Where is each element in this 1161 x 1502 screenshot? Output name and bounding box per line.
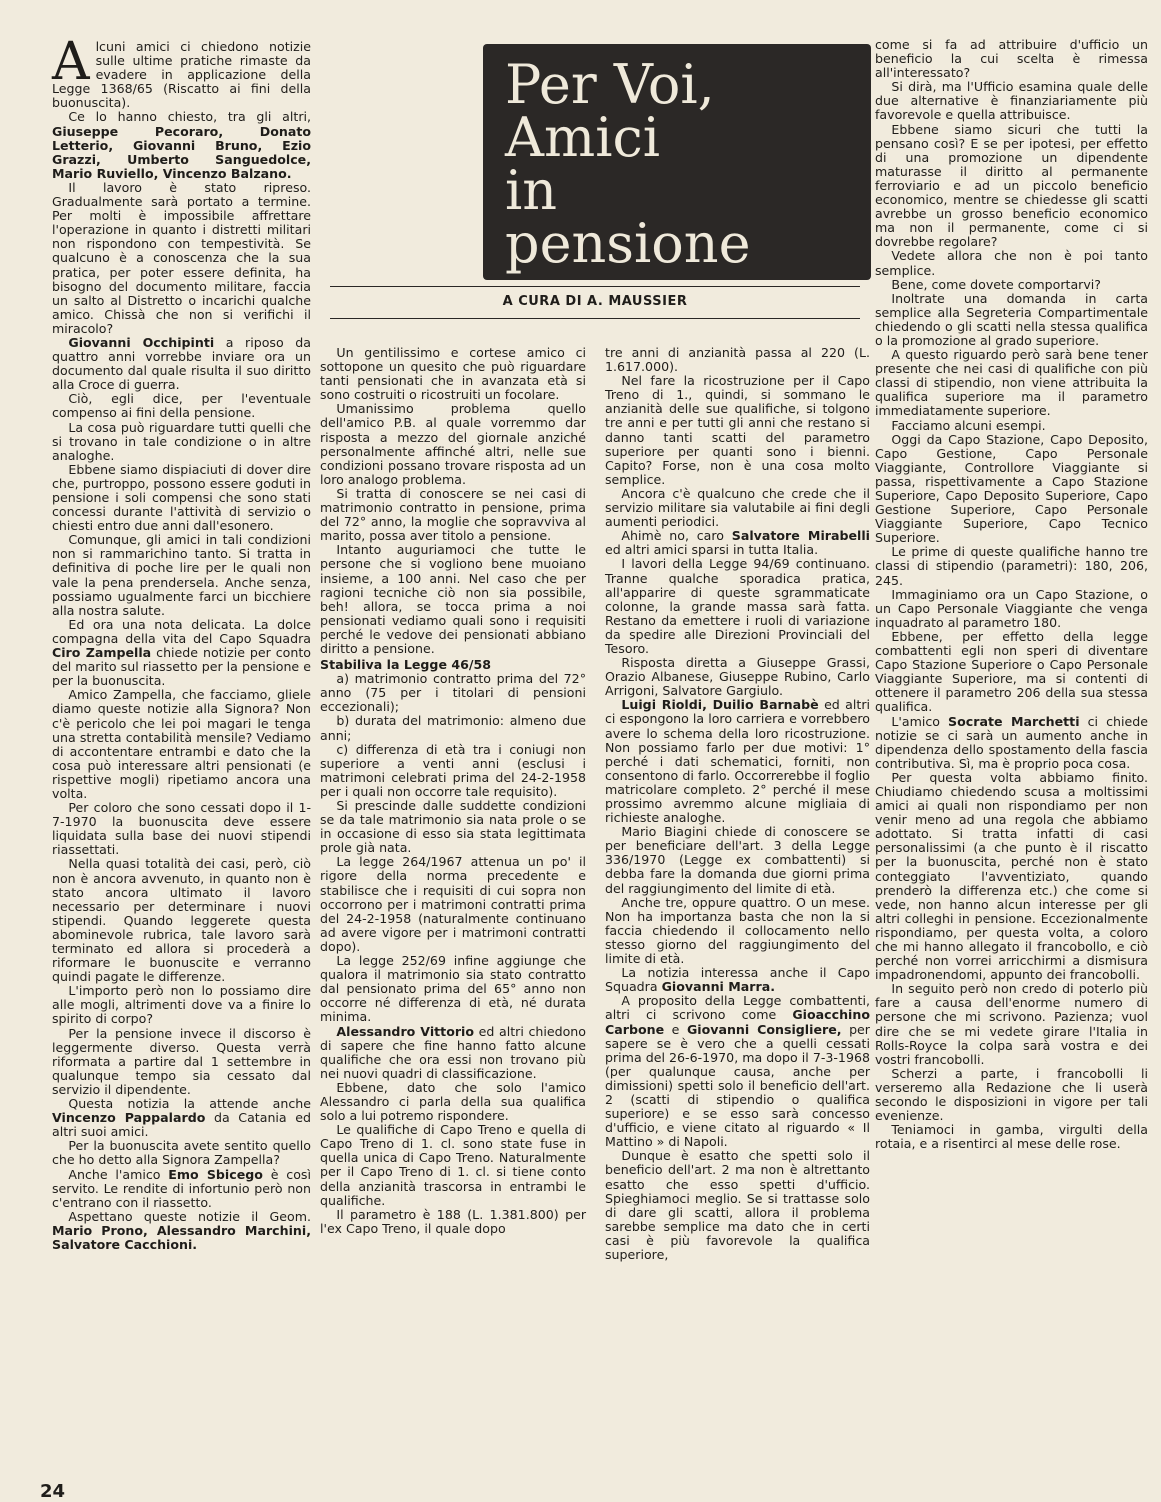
paragraph: Oggi da Capo Stazione, Capo Deposito, Capo Gestione, Capo Personale Viaggiante, Controllore Viaggiante si passa, rispettivamente a Capo Stazione Superiore, Capo Deposito Superiore, Capo Gestione Superiore, Capo Personale Viaggiante Superiore, Capo Tecnico Superiore.	[875, 431, 1148, 546]
paragraph: Vedete allora che non è poi tanto semplice.	[875, 248, 1148, 278]
person-name: Vincenzo Pappalardo	[52, 1110, 206, 1126]
paragraph: Per coloro che sono cessati dopo il 1-7-1970 la buonuscita deve essere liquidata sulla base dei nuovi stipendi riassettati.	[52, 800, 311, 858]
paragraph: a) matrimonio contratto prima del 72° anno (75 per i titolari di pensioni eccezionali);	[320, 671, 586, 715]
drop-cap: A	[52, 32, 90, 92]
paragraph: Mario Biagini chiede di conoscere se per beneficiare dell'art. 3 della Legge 336/1970 (Legge ex combattenti) si debba fare la domanda due giorni prima del raggiungimento del limite di età.	[605, 824, 870, 896]
paragraph: Per la pensione invece il discorso è leggermente diverso. Questa verrà riformata a partire dal 1 settembre in qualunque tempo sia cessato dal servizio il dipendente.	[52, 1025, 311, 1097]
paragraph: Immaginiamo ora un Capo Stazione, o un Capo Personale Viaggiante che venga inquadrato al parametro 180.	[875, 586, 1148, 630]
paragraph: I lavori della Legge 94/69 continuano. Tranne qualche sporadica pratica, all'apparire di queste sgrammaticate colonne, la grande massa sarà fatta. Restano da emettere i ruoli di variazione da spedire alle Direzioni Provinciali del Tesoro.	[605, 556, 870, 656]
person-name: Emo Sbicego	[168, 1166, 263, 1182]
paragraph: Ebbene siamo dispiaciuti di dover dire che, purtroppo, possono essere goduti in pensione i soli compensi che sono stati concessi durante l'attività di servizio o chiesti entro due anni dall'esonero.	[52, 461, 311, 534]
paragraph: come si fa ad attribuire d'ufficio un beneficio la cui scelta è rimessa all'interessato?	[875, 37, 1148, 81]
paragraph: Un gentilissimo e cortese amico ci sottopone un quesito che può riguardare tanti pensionati che in avanzata età si sono costruiti o ricostruiti un focolare.	[320, 345, 586, 403]
paragraph: Anche l'amico Emo Sbicego è così servito. Le rendite di infortunio però non c'entrano con il riassetto.	[52, 1166, 311, 1210]
paragraph: La legge 252/69 infine aggiunge che qualora il matrimonio sia stato contratto dal pensionato prima del 65° anno non occorre né differenza di età, né durata minima.	[320, 953, 586, 1025]
paragraph: Il parametro è 188 (L. 1.381.800) per l'ex Capo Treno, il quale dopo	[320, 1206, 586, 1236]
paragraph: Intanto auguriamoci che tutte le persone che si vogliono bene muoiano insieme, a 100 anni. Nel caso che per ragioni tecniche ciò non sia possibile, beh! allora, se tocca prima a noi pensionati vediamo quali sono i requisiti perché le vedove dei pensionati abbiano diritto a pensione.	[320, 542, 586, 656]
paragraph: Inoltrate una domanda in carta semplice alla Segreteria Compartimentale chiedendo o gli scatti nella stessa qualifica o la promozione al grado superiore.	[875, 290, 1148, 348]
paragraph: Le qualifiche di Capo Treno e quella di Capo Treno di 1. cl. sono state fuse in quella unica di Capo Treno. Naturalmente per il Capo Treno di 1. cl. si tiene conto della anzianità trascorsa in entrambi le qualifiche.	[320, 1122, 586, 1208]
paragraph: La cosa può riguardare tutti quelli che si trovano in tale condizione o in altre analoghe.	[52, 419, 311, 463]
bottom-rule	[330, 318, 860, 319]
paragraph: Ciò, egli dice, per l'eventuale compenso ai fini della pensione.	[52, 391, 311, 421]
page-number: 24	[40, 1481, 66, 1502]
paragraph: Luigi Rioldi, Duilio Barnabè ed altri ci espongono la loro carriera e vorrebbero avere lo schema della loro ricostruzione. Non possiamo farlo per due motivi: 1° perché i dati schematici, forniti, non consentono di farlo. Occorrerebbe il foglio matricolare completo. 2° perché il mese prossimo avremmo alcune migliaia di richieste analoghe.	[605, 697, 870, 826]
person-names: Mario Prono, Alessandro Marchini, Salvatore Cacchioni.	[52, 1222, 311, 1252]
paragraph: Bene, come dovete comportarvi?	[891, 276, 1101, 292]
paragraph: Amico Zampella, che facciamo, gliele diamo queste notizie alla Signora? Non c'è pericolo che lei poi magari le tenga una stretta contabilità mensile? Vediamo di accontentare entrambi e dato che la cosa può interessare altri pensionati (e rispettive mogli) ripetiamo ancora una volta.	[52, 687, 311, 801]
paragraph: Giovanni Occhipinti a riposo da quattro anni vorrebbe inviare ora un documento dal quale risulta il suo diritto alla Croce di guerra.	[52, 334, 311, 393]
page-title: Per Voi, Amici in pensione	[505, 53, 751, 275]
person-name: Alessandro Vittorio	[336, 1023, 475, 1039]
paragraph: L'importo però non lo possiamo dire alle mogli, altrimenti dove va a finire lo spirito di corpo?	[52, 983, 311, 1027]
paragraph: Ed ora una nota delicata. La dolce compagna della vita del Capo Squadra Ciro Zampella chiede notizie per conto del marito sul riassetto per la pensione e per la buonuscita.	[52, 616, 312, 689]
paragraph: Teniamoci in gamba, virgulti della rotaia, e a risentirci al mese delle rose.	[875, 1122, 1148, 1152]
paragraph: Si prescinde dalle suddette condizioni se da tale matrimonio sia nata prole o se in occasione di esso sia stata legittimata prole già nata.	[320, 798, 586, 856]
paragraph: Umanissimo problema quello dell'amico P.B. al quale vorremmo dar risposta a mezzo del giornale anziché personalmente affinché altri, nelle sue condizioni possano trovare risposta ad un loro analogo problema.	[320, 401, 586, 487]
paragraph: Ebbene, per effetto della legge combattenti egli non speri di diventare Capo Stazione Superiore o Capo Personale Viaggiante Superiore, ma si contenti di ottenere il parametro 206 della sua stessa qualifica.	[875, 628, 1148, 715]
top-rule	[330, 286, 860, 287]
paragraph: Nella quasi totalità dei casi, però, ciò non è ancora avvenuto, in quanto non è stato ancora ultimato il lavoro necessario per determinare i nuovi stipendi. Quando leggerete questa abominevole rubrica, tale lavoro sarà terminato ed allora si procederà a riformare le buonuscite e verranno quindi pagate le differenze.	[52, 856, 311, 985]
paragraph: Si dirà, ma l'Ufficio esamina quale delle due alternative è finanziariamente più favorevole e quella attribuisce.	[875, 79, 1148, 123]
subheading: Stabiliva la Legge 46/58	[320, 657, 492, 673]
person-name: Salvatore Mirabelli	[731, 528, 871, 544]
person-name: Giovanni Occhipinti	[68, 334, 215, 350]
person-name: Ciro Zampella	[52, 645, 152, 661]
person-names: Luigi Rioldi, Duilio Barnabè	[621, 697, 819, 713]
paragraph: Dunque è esatto che spetti solo il beneficio dell'art. 2 ma non è altrettanto esatto che esso spetti d'ufficio. Spieghiamoci meglio. Se si trattasse solo di dare gli scatti, allora il problema sarebbe semplice ma dato che in certi casi è più favorevole la qualifica superiore,	[605, 1148, 870, 1262]
paragraph: Risposta diretta a Giuseppe Grassi, Orazio Albanese, Giuseppe Rubino, Carlo Arrigoni, Salvatore Gargiulo.	[605, 655, 870, 699]
paragraph: Ebbene, dato che solo l'amico Alessandro ci parla della sua qualifica solo a lui potremo rispondere.	[320, 1079, 586, 1124]
paragraph: Per la buonuscita avete sentito quello che ho detto alla Signora Zampella?	[52, 1138, 311, 1168]
paragraph: Le prime di queste qualifiche hanno tre classi di stipendio (parametri): 180, 206, 245.	[875, 544, 1148, 588]
byline: A CURA DI A. MAUSSIER	[502, 294, 688, 309]
person-names: Giuseppe Pecoraro, Donato Letterio, Giovanni Bruno, Ezio Grazzi, Umberto Sanguedolce, Mario Ruviello, Vincenzo Balzano.	[52, 123, 311, 181]
paragraph: Questa notizia la attende anche Vincenzo Pappalardo da Catania ed altri suoi amici.	[52, 1096, 311, 1140]
paragraph: A questo riguardo però sarà bene tener presente che nei casi di qualifiche con più classi di stipendio, non viene attribuita la qualifica superiore ma il parametro immediatamente superiore.	[875, 347, 1148, 419]
paragraph: In seguito però non credo di poterlo più fare a causa dell'enorme numero di persone che mi scrivono. Pazienza; vuol dire che se mi vedete girare l'Italia in Rolls-Royce la colpa sarà vostra e dei vostri francobolli.	[875, 981, 1148, 1067]
paragraph: Per questa volta abbiamo finito. Chiudiamo chiedendo scusa a moltissimi amici ai quali non rispondiamo per non venir meno ad una regola che abbiamo adottato. Si tratta infatti di casi personalissimi (a che punto è il riscatto per la buonuscita, perché non è stato conteggiato l'avventiziato, quando prenderò la differenza etc.) che come si vede, non hanno alcun interesse per gli altri colleghi in pensione. Eccezionalmente rispondiamo, per questa volta, a coloro che mi hanno allegato il francobollo, e ciò perché non vorrei arricchirmi a dismisura impadronendomi, appunto dei francobolli.	[875, 769, 1148, 983]
paragraph: Ce lo hanno chiesto, tra gli altri, Giuseppe Pecoraro, Donato Letterio, Giovanni Bruno, Ezio Grazzi, Umberto Sanguedolce, Mario Ruviello, Vincenzo Balzano.	[52, 109, 311, 181]
paragraph: Aspettano queste notizie il Geom. Mario Prono, Alessandro Marchini, Salvatore Cacchioni.	[52, 1208, 311, 1252]
paragraph: Anche tre, oppure quattro. O un mese. Non ha importanza basta che non la si faccia chiedendo il collocamento nello stesso giorno del raggiungimento del limite di età.	[605, 894, 870, 967]
paragraph: L'amico Socrate Marchetti ci chiede notizie se ci sarà un aumento anche in dipendenza dello spostamento della fascia contributiva. Sì, ma è proprio poca cosa.	[875, 713, 1148, 771]
paragraph: Il lavoro è stato ripreso. Gradualmente sarà portato a termine. Per molti è impossibile affrettare l'operazione in quanto i distretti militari non rispondono con tempestività. Se qualcuno è a conoscenza che la sua pratica, per poter essere definita, ha bisogno del documento militare, faccia un salto al Distretto o incarichi qualche amico. Chissà che non si verifichi il miracolo?	[52, 179, 311, 336]
paragraph: Nel fare la ricostruzione per il Capo Treno di 1., quindi, si sommano le anzianità delle sue qualifiche, si tolgono tre anni e per tutti gli anni che restano si danno tanti scatti del parametro superiore per quanti sono i bienni. Capito? Forse, non è una cosa molto semplice.	[605, 373, 870, 487]
paragraph: Comunque, gli amici in tali condizioni non si rammarichino tanto. Si tratta in definitiva di poche lire per le quali non vale la pena prendersela. Anche senza, possiamo ugualmente farci un bicchiere alla nostra salute.	[52, 532, 311, 618]
column-2	[320, 346, 586, 1236]
paragraph: Facciamo alcuni esempi.	[891, 417, 1046, 433]
column-4	[875, 38, 1148, 1151]
person-name: Giovanni Marra.	[661, 979, 775, 995]
paragraph: Ahimè no, caro Salvatore Mirabelli ed altri amici sparsi in tutta Italia.	[605, 528, 871, 558]
paragraph: La legge 264/1967 attenua un po' il rigore della norma precedente e stabilisce che i requisiti di cui sopra non occorrono per i matrimoni contratti prima del 24-2-1958 (naturalmente continuano ad avere vigore per i matrimoni contratti dopo).	[320, 854, 586, 954]
title-box	[483, 44, 871, 280]
person-name: Gioacchino Carbone	[605, 1007, 870, 1037]
paragraph: b) durata del matrimonio: almeno due anni;	[320, 713, 586, 743]
paragraph: Ancora c'è qualcuno che crede che il servizio militare sia valutabile ai fini degli aumenti periodici.	[605, 485, 870, 530]
paragraph: La notizia interessa anche il Capo Squadra Giovanni Marra.	[605, 965, 870, 995]
paragraph: Scherzi a parte, i francobolli li verseremo alla Redazione che li userà secondo le disposizioni in vigore per tali evenienze.	[875, 1065, 1148, 1124]
column-3	[605, 346, 870, 1262]
paragraph: c) differenza di età tra i coniugi non superiore a venti anni (esclusi i matrimoni celebrati prima del 24-2-1958 per i quali non occorre tale requisito).	[320, 741, 586, 799]
paragraph: Ebbene siamo sicuri che tutti la pensano così? E se per ipotesi, per effetto di una promozione un dipendente maturasse il diritto al permanente ferroviario e ad un piccolo beneficio economico, mentre se chiedesse gli scatti avrebbe un grosso beneficio economico ma non il permanente, come ci si dovrebbe regolare?	[875, 121, 1148, 250]
person-name: Socrate Marchetti	[948, 713, 1080, 729]
column-1	[52, 32, 312, 1252]
paragraph: tre anni di anzianità passa al 220 (L. 1.617.000).	[605, 345, 870, 375]
paragraph: A proposito della Legge combattenti, altri ci scrivono come Gioacchino Carbone e Giovanni Consigliere, per sapere se è vero che a quelli cessati prima del 26-6-1970, ma dopo il 7-3-1968 (per qualunque causa, anche per dimissioni) spetti solo il beneficio dell'art. 2 (scatti di stipendio o qualifica superiore) e se esso sarà concesso d'ufficio, e viene citato al riguardo « Il Mattino » di Napoli.	[605, 993, 870, 1150]
paragraph: Alessandro Vittorio ed altri chiedono di sapere che fine hanno fatto alcune qualifiche che ora essi non trovano più nei nuovi quadri di classificazione.	[320, 1023, 586, 1081]
paragraph: Alcuni amici ci chiedono notizie sulle ultime pratiche rimaste da evadere in applicazione della Legge 1368/65 (Riscatto ai fini della buonuscita).	[52, 32, 311, 111]
paragraph: Si tratta di conoscere se nei casi di matrimonio contratto in pensione, prima del 72° anno, la moglie che sopravviva al marito, possa aver titolo a pensione.	[320, 485, 586, 544]
person-name: Giovanni Consigliere,	[686, 1021, 842, 1037]
